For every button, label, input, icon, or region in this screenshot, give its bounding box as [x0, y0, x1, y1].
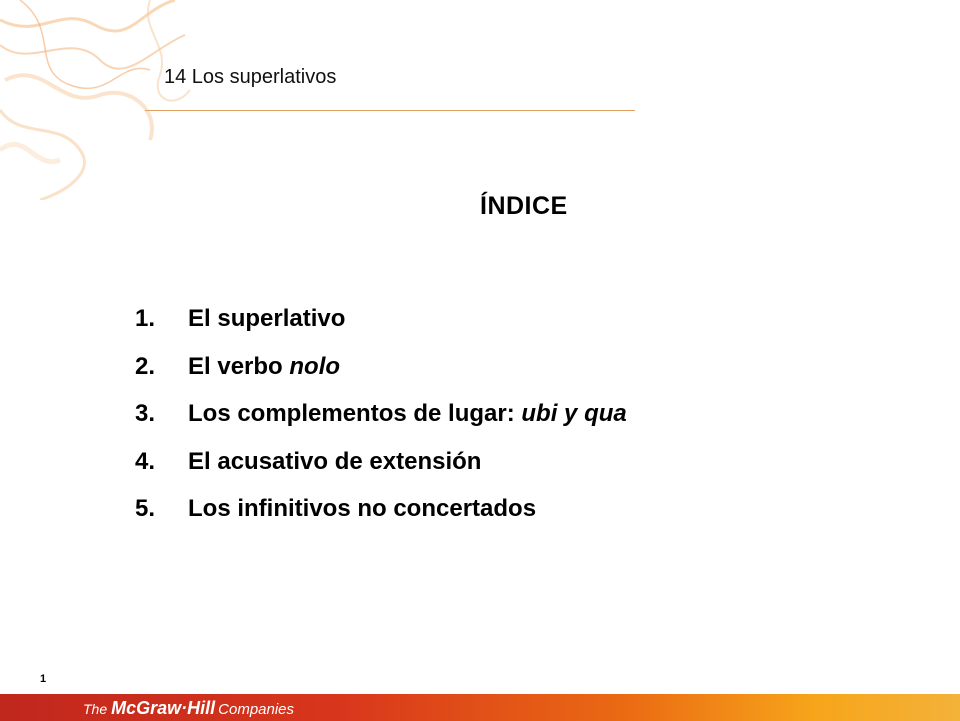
page-number: 1 — [40, 673, 47, 685]
toc-item-text: Los infinitivos no concertados — [188, 495, 537, 522]
toc-item — [135, 443, 627, 491]
publisher-logo — [83, 698, 294, 719]
toc-item-number: 3. — [135, 400, 156, 427]
presentation-title: 14 Los superlativos — [164, 66, 337, 88]
toc-item-italic: ubi y qua — [521, 400, 627, 427]
logo-companies: Companies — [218, 701, 295, 718]
toc-item-text: El superlativo — [188, 305, 346, 332]
toc-item-text: Los complementos de lugar: — [188, 400, 522, 427]
smoke-decoration — [0, 0, 260, 200]
toc-item-text: El acusativo de extensión — [188, 447, 482, 475]
logo-brand: McGraw·Hill — [111, 698, 216, 718]
index-heading: ÍNDICE — [480, 192, 568, 220]
toc-item — [135, 395, 627, 443]
toc-item — [135, 490, 627, 538]
toc-item-number: 4. — [135, 447, 156, 475]
toc-item-text: El verbo — [188, 352, 290, 380]
toc-item-number: 5. — [135, 495, 156, 522]
header-divider — [145, 110, 635, 111]
toc-item-italic: nolo — [289, 352, 341, 380]
logo-the: The — [83, 701, 108, 717]
toc-item-number: 2. — [135, 352, 156, 380]
footer-bar — [0, 693, 960, 721]
toc-item-number: 1. — [135, 305, 156, 332]
table-of-contents — [135, 300, 627, 538]
toc-item — [135, 300, 627, 348]
toc-item — [135, 348, 627, 396]
